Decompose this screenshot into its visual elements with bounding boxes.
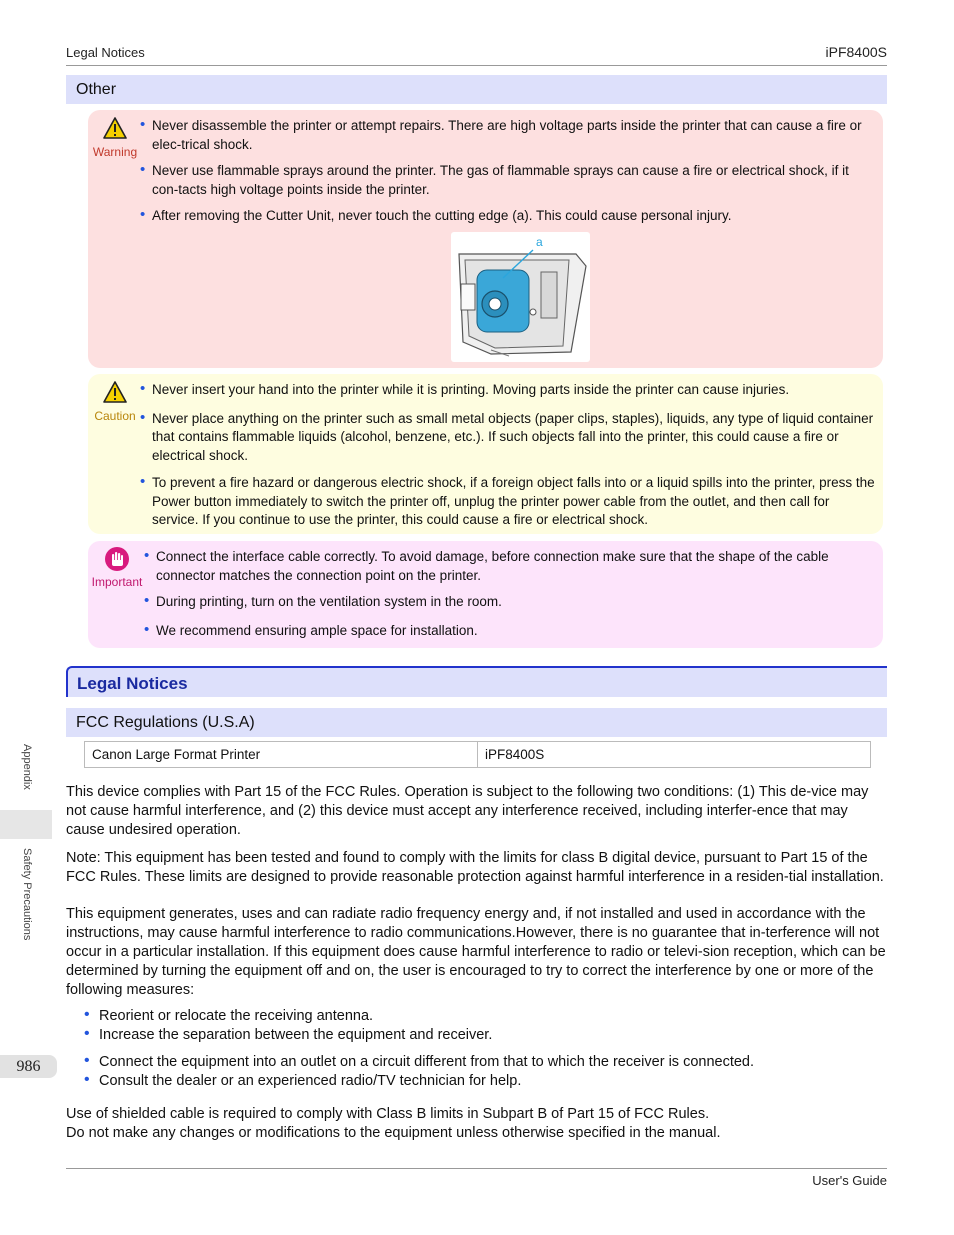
section-heading-fcc <box>66 708 887 737</box>
list-item: • Never place anything on the printer such as small metal objects (paper clips, staples), liquids, any type of liquid container that contains flammable liquids (alcohol, benzene, etc.). If such objects fall into the printer, this could cause a fire or electrical shock. <box>140 410 875 466</box>
list-item: • Increase the separation between the equipment and receiver. <box>84 1026 754 1045</box>
list-item: • Consult the dealer or an experienced radio/TV technician for help. <box>84 1072 754 1091</box>
sidebar-section-label: Safety Precautions <box>21 848 33 941</box>
fcc-measures-list <box>84 1007 754 1090</box>
table-cell-product: Canon Large Format Printer <box>85 742 478 767</box>
important-label: Important <box>91 575 143 589</box>
cutter-unit-figure <box>451 232 590 362</box>
list-item: • Connect the equipment into an outlet on a circuit different from that to which the receiver is connected. <box>84 1053 754 1072</box>
list-item: • During printing, turn on the ventilation system in the room. <box>144 593 874 612</box>
important-list <box>144 548 874 640</box>
sidebar-tab-highlight <box>0 810 52 839</box>
list-item: • Never insert your hand into the printer while it is printing. Moving parts inside the printer can cause injuries. <box>140 381 875 400</box>
list-item: • Reorient or relocate the receiving antenna. <box>84 1007 754 1026</box>
footer-guide-name: User's Guide <box>812 1173 887 1188</box>
footer-rule <box>66 1168 887 1169</box>
page-number: 986 <box>0 1055 57 1078</box>
list-item: • We recommend ensuring ample space for installation. <box>144 622 874 641</box>
fcc-title: FCC Regulations (U.S.A) <box>76 714 255 731</box>
sidebar-chapter-label: Appendix <box>21 744 33 790</box>
list-item: • After removing the Cutter Unit, never touch the cutting edge (a). This could cause personal injury. <box>140 207 870 226</box>
fcc-paragraph-4: Use of shielded cable is required to comply with Class B limits in Subpart B of Part 15 of FCC Rules. <box>66 1106 710 1122</box>
cutter-unit-illustration <box>451 232 590 362</box>
caution-icon <box>103 380 127 404</box>
warning-badge <box>89 116 141 159</box>
fcc-paragraph-2: Note: This equipment has been tested and found to comply with the limits for class B digital device, pursuant to Part 15 of the FCC Rules. These limits are designed to provide reasonable protection against harmful interference in a residen-tial installation. <box>66 850 884 885</box>
model-table <box>84 741 871 768</box>
list-item: • To prevent a fire hazard or dangerous electric shock, if a foreign object falls into or a liquid spills into the printer, press the Power button immediately to switch the printer off, unplug the printer power cable from the outlet, and then call for service. If you continue to use the printer, this could cause a fire or electrical shock. <box>140 474 875 530</box>
header-rule <box>66 65 887 66</box>
list-item: • Never disassemble the printer or attempt repairs. There are high voltage parts inside the printer that can cause a fire or elec-trical shock. <box>140 117 870 154</box>
fcc-paragraph-5: Do not make any changes or modifications to the equipment unless otherwise specified in the manual. <box>66 1125 721 1141</box>
list-item: • Connect the interface cable correctly. To avoid damage, before connection make sure that the shape of the cable connector matches the connection point on the printer. <box>144 548 874 585</box>
important-badge <box>91 546 143 589</box>
warning-icon <box>103 116 127 140</box>
legal-notices-title: Legal Notices <box>77 674 188 693</box>
warning-label: Warning <box>92 145 138 159</box>
hand-stop-icon <box>104 546 130 572</box>
section-title: Other <box>76 81 117 98</box>
table-cell-model: iPF8400S <box>485 747 545 762</box>
figure-callout-a: a <box>536 235 543 249</box>
header-model: iPF8400S <box>825 44 887 60</box>
caution-badge <box>89 380 141 423</box>
list-item: • Never use flammable sprays around the printer. The gas of flammable sprays can cause a fire or electrical shock, if it con-tacts high voltage points inside the printer. <box>140 162 870 199</box>
caution-list <box>140 381 875 530</box>
caution-label: Caution <box>94 409 136 423</box>
section-heading-legal-notices <box>66 666 887 697</box>
fcc-paragraph-3: This equipment generates, uses and can radiate radio frequency energy and, if not installed and used in accordance with the instructions, may cause harmful interference to radio communications.However, there is no guarantee that in-terference will not occur in a particular installation. If this equipment does cause harmful interference to radio or televi-sion reception, which can be determined by turning the equipment off and on, the user is encouraged to try to correct the interference by one or more of the following measures: <box>66 906 886 998</box>
fcc-paragraph-1: This device complies with Part 15 of the FCC Rules. Operation is subject to the following two conditions: (1) This de-vice may not cause harmful interference, and (2) this device must accept any interference received, including interfer-ence that may cause undesired operation. <box>66 784 869 838</box>
section-heading-other <box>66 75 887 104</box>
header-chapter: Legal Notices <box>66 45 145 60</box>
warning-list <box>140 117 870 226</box>
